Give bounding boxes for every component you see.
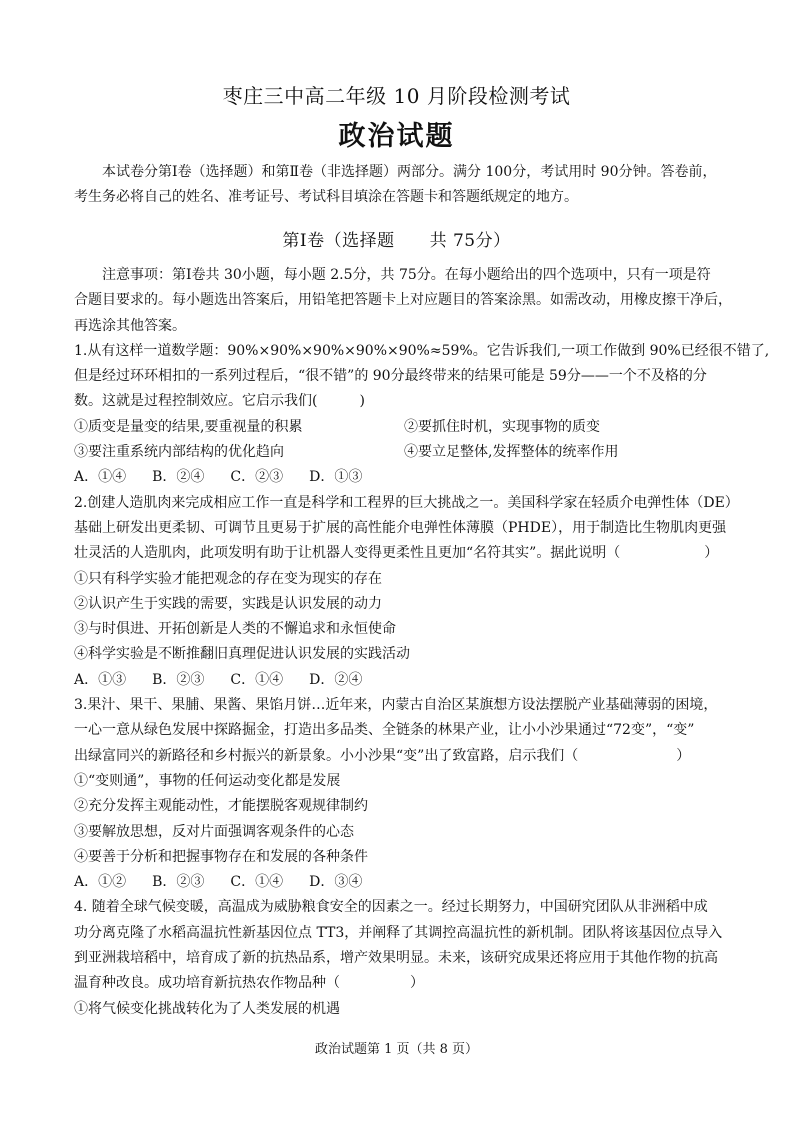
intro-line: 考生务必将自己的姓名、准考证号、考试科目填涂在答题卡和答题纸规定的地方。 — [74, 189, 578, 206]
option: ④要立足整体,发挥整体的统率作用 — [404, 444, 619, 461]
exam-content — [74, 263, 770, 1022]
question-stem-line: 温育种改良。成功培育新抗热农作物品种（ ） — [74, 975, 424, 992]
option: ①将气候变化挑战转化为了人类发展的机遇 — [74, 1000, 340, 1017]
option: ②认识产生于实践的需要，实践是认识发展的动力 — [74, 595, 382, 612]
choice-c: C．②③ — [230, 469, 284, 486]
option-row — [74, 415, 724, 440]
question-stem-line: 一心一意从绿色发展中探路掘金，打造出多品类、全链条的林果产业，让小小沙果通过“72变”，“变” — [74, 722, 695, 739]
answer-choices — [74, 870, 724, 895]
option: ③要解放思想，反对片面强调客观条件的心态 — [74, 823, 354, 840]
option: ③与时俱进、开拓创新是人类的不懈追求和永恒使命 — [74, 621, 396, 638]
choice-a: A．①③ — [74, 671, 127, 688]
notice-line: 注意事项：第Ⅰ卷共 30小题，每小题 2.5分，共 75分。在每小题给出的四个选项中，只有一项是符 — [102, 267, 711, 283]
question-stem-line: 出绿富同兴的新路径和乡村振兴的新景象。小小沙果“变”出了致富路，启示我们（ ） — [74, 747, 691, 764]
question-stem-line: 到亚洲栽培稻中，培育成了新的抗热品系，增产效果明显。未来，该研究成果还将应用于其他作物的抗高 — [74, 950, 718, 967]
question-stem-line: 3.果汁、果干、果脯、果酱、果馅月饼…近年来，内蒙古自治区某旗想方设法摆脱产业基础薄弱的困境， — [74, 697, 718, 714]
option-row — [74, 440, 724, 465]
option: ①只有科学实验才能把观念的存在变为现实的存在 — [74, 570, 382, 587]
answer-choices — [74, 465, 724, 490]
option: ④要善于分析和把握事物存在和发展的各种条件 — [74, 848, 368, 865]
answer-choices — [74, 668, 724, 693]
page-footer: 政治试题第 1 页（共 8 页） — [314, 1042, 479, 1057]
question-stem-line: 但是经过环环相扣的一系列过程后，“很不错”的 90分最终带来的结果可能是 59分——一个不及格的分 — [74, 368, 707, 385]
choice-d: D．③④ — [309, 874, 363, 891]
question-stem-line: 1.从有这样一道数学题：90%×90%×90%×90%×90%≈59%。它告诉我们,一项工作做到 90%已经很不错了, — [74, 342, 770, 359]
option: ②充分发挥主观能动性，才能摆脱客观规律制约 — [74, 798, 368, 815]
choice-a: A．①② — [74, 874, 127, 891]
choice-b: B．②④ — [152, 469, 205, 486]
question-3 — [74, 693, 724, 895]
question-stem-line: 基础上研发出更柔韧、可调节且更易于扩展的高性能介电弹性体薄膜（PHDE），用于制造比生物肌肉更强 — [74, 519, 727, 536]
option: ③要注重系统内部结构的优化趋向 — [74, 444, 284, 461]
option: ④科学实验是不断推翻旧真理促进认识发展的实践活动 — [74, 646, 410, 663]
choice-c: C．①④ — [230, 671, 284, 688]
question-4 — [74, 895, 724, 1021]
question-stem-line: 数。这就是过程控制效应。它启示我们( ) — [74, 393, 365, 410]
section-title: 第Ⅰ卷（选择题 共 75分） — [282, 231, 511, 251]
choice-d: D．②④ — [309, 671, 363, 688]
intro-paragraph — [74, 160, 724, 211]
question-1 — [74, 339, 770, 491]
notice — [74, 263, 732, 339]
choice-a: A．①④ — [74, 469, 127, 486]
notice-line: 合题目要求的。每小题选出答案后，用铅笔把答题卡上对应题目的答案涂黑。如需改动，用橡皮擦干净后， — [74, 292, 732, 309]
intro-line: 本试卷分第Ⅰ卷（选择题）和第Ⅱ卷（非选择题）两部分。满分 100分，考试用时 90分钟。答卷前， — [102, 164, 717, 180]
question-stem-line: 2.创建人造肌肉来完成相应工作一直是科学和工程界的巨大挑战之一。美国科学家在轻质介电弹性体（DE） — [74, 494, 739, 511]
choice-b: B．②③ — [152, 671, 205, 688]
question-stem-line: 功分离克隆了水稻高温抗性新基因位点 TT3，并阐释了其调控高温抗性的新机制。团队将该基因位点导入 — [74, 924, 723, 941]
question-stem-line: 壮灵活的人造肌肉，此项发明有助于让机器人变得更柔性且更加“名符其实”。据此说明（ ） — [74, 545, 719, 562]
choice-d: D．①③ — [309, 469, 363, 486]
exam-title: 枣庄三中高二年级 10 月阶段检测考试 — [222, 84, 571, 108]
exam-subtitle: 政治试题 — [338, 121, 455, 152]
choice-c: C．①④ — [230, 874, 284, 891]
notice-line: 再选涂其他答案。 — [74, 317, 186, 334]
question-stem-line: 4. 随着全球气候变暖，高温成为威胁粮食安全的因素之一。经过长期努力，中国研究团队从非洲稻中成 — [74, 899, 708, 916]
choice-b: B．②③ — [152, 874, 205, 891]
question-2 — [74, 491, 739, 693]
option: ②要抓住时机，实现事物的质变 — [404, 418, 600, 435]
option: ①“变则通”，事物的任何运动变化都是发展 — [74, 772, 341, 789]
option: ①质变是量变的结果,要重视量的积累 — [74, 418, 303, 435]
